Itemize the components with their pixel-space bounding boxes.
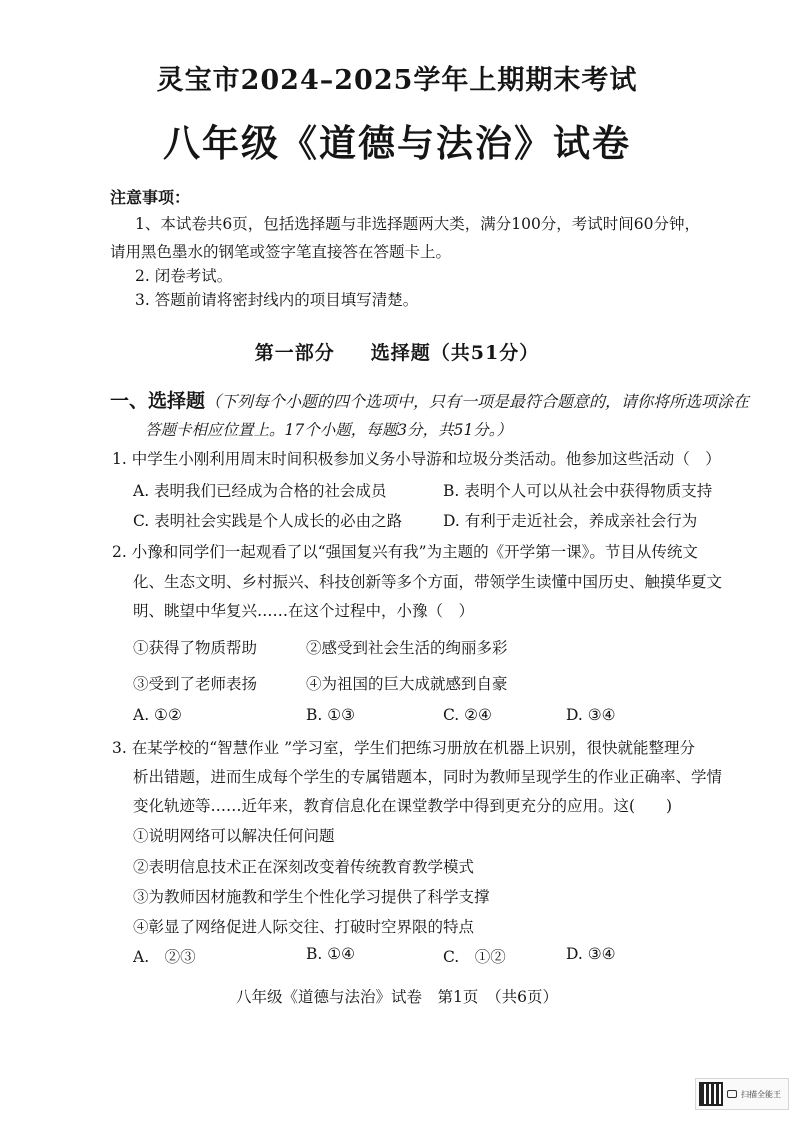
question-3-option-c: C. ①②	[443, 948, 506, 966]
part-one-header	[110, 386, 749, 413]
question-2-option-c: C. ②④	[443, 706, 492, 724]
question-3-statement-4: ④彰显了网络促进人际交往、打破时空界限的特点	[133, 918, 475, 936]
page-footer: 八年级《道德与法治》试卷 第1页 （共6页）	[236, 988, 558, 1006]
exam-subject-title: 八年级《道德与法治》试卷	[163, 121, 631, 165]
question-2-stem-line-1: 2. 小豫和同学们一起观看了以“强国复兴有我”为主题的《开学第一课》。节目从传统文	[112, 543, 698, 561]
question-2-statement-3: ③受到了老师表扬	[133, 675, 258, 693]
question-3-option-a: A. ②③	[133, 948, 196, 966]
question-1-option-d: D. 有利于走近社会，养成亲社会行为	[443, 512, 698, 530]
scanner-logo-icon	[727, 1090, 737, 1098]
section-name: 选择题（共51分）	[370, 342, 540, 364]
part-one-heading: 一、选择题	[110, 390, 206, 412]
question-2-option-a: A. ①②	[133, 706, 182, 724]
qr-code-icon	[699, 1082, 723, 1106]
part-one-instruction-2: 答题卡相应位置上。17个小题，每题3分，共51分。）	[145, 421, 513, 439]
question-2-stem-line-2: 化、生态文明、乡村振兴、科技创新等多个方面，带领学生读懂中国历史、触摸华夏文	[133, 573, 723, 591]
question-3-option-d: D. ③④	[566, 945, 616, 963]
section-part: 第一部分	[254, 342, 335, 364]
question-1-option-a: A. 表明我们已经成为合格的社会成员	[133, 482, 387, 500]
scanner-label: 扫描全能王	[741, 1089, 781, 1099]
notice-item-1-line-2: 请用黑色墨水的钢笔或签字笔直接答在答题卡上。	[110, 243, 452, 261]
question-3-statement-1: ①说明网络可以解决任何问题	[133, 827, 335, 845]
question-2-option-b: B. ①③	[306, 706, 356, 724]
question-2-option-d: D. ③④	[566, 706, 616, 724]
question-2-statement-4: ④为祖国的巨大成就感到自豪	[306, 675, 508, 693]
question-3-stem-line-1: 3. 在某学校的“智慧作业 ”学习室，学生们把练习册放在机器上识别，很快就能整理分	[112, 739, 695, 757]
question-3-stem-line-3: 变化轨迹等……近年来，教育信息化在课堂教学中得到更充分的应用。这( )	[133, 797, 673, 815]
notice-heading: 注意事项：	[110, 188, 191, 207]
part-one-instruction-1: （下列每个小题的四个选项中，只有一项是最符合题意的，请你将所选项涂在	[205, 392, 750, 411]
question-2-stem-line-3: 明、眺望中华复兴……在这个过程中，小豫（ ）	[133, 602, 475, 620]
section-title	[0, 338, 794, 365]
question-2-statement-2: ②感受到社会生活的绚丽多彩	[306, 639, 508, 657]
question-2-statement-1: ①获得了物质帮助	[133, 639, 258, 657]
exam-title: 灵宝市2024–2025学年上期期末考试	[156, 65, 638, 96]
question-1-stem: 1. 中学生小刚利用周末时间积极参加义务小导游和垃圾分类活动。他参加这些活动（ ）	[112, 450, 721, 468]
notice-item-3: 3. 答题前请将密封线内的项目填写清楚。	[135, 291, 419, 309]
question-3-stem-line-2: 析出错题，进而生成每个学生的专属错题本，同时为教师呈现学生的作业正确率、学情	[133, 768, 723, 786]
question-3-statement-2: ②表明信息技术正在深刻改变着传统教育教学模式	[133, 858, 475, 876]
question-1-option-b: B. 表明个人可以从社会中获得物质支持	[443, 482, 713, 500]
notice-item-2: 2. 闭卷考试。	[135, 267, 233, 285]
question-3-statement-3: ③为教师因材施教和学生个性化学习提供了科学支撑	[133, 888, 490, 906]
question-1-option-c: C. 表明社会实践是个人成长的必由之路	[133, 512, 403, 530]
notice-item-1-line-1: 1、本试卷共6页，包括选择题与非选择题两大类，满分100分，考试时间60分钟，	[135, 215, 701, 233]
question-3-option-b: B. ①④	[306, 945, 356, 963]
scanner-watermark	[695, 1078, 789, 1110]
